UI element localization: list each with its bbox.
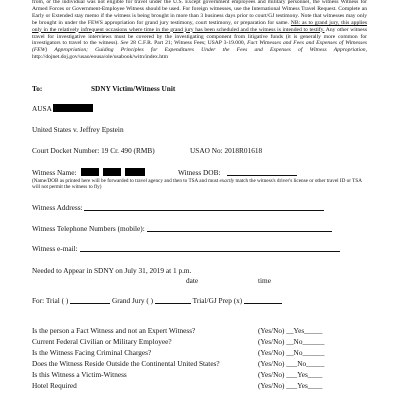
instructions-paragraph — [32, 0, 367, 61]
question-text: Is the person a Fact Witness and not an Expert Witness? — [32, 326, 196, 335]
email-line — [32, 244, 340, 253]
to-label: To: — [32, 84, 43, 93]
ausa-label: AUSA — [32, 104, 52, 113]
prep-blank — [244, 296, 282, 304]
instructions-text-b: Any other witness travel for investigative interviews must be covered by the investigating component from litigative funds (it is generally more common for investigators to travel to the witness). — [32, 26, 367, 47]
question-text: Hotel Required — [32, 381, 77, 390]
note-text-b: match the witness's driver's license or other travel ID or TSA will not permit the witness to fly) — [32, 178, 362, 191]
time-caption: time — [258, 276, 271, 285]
name-dob-note — [32, 178, 362, 191]
date-caption: date — [186, 276, 199, 285]
ausa-line — [32, 104, 93, 113]
note-exactly: exactly — [219, 178, 235, 184]
question-answer: (Yes/No) __Yes_____ — [258, 326, 323, 335]
grand-jury-label: Grand Jury ( ) — [111, 296, 154, 305]
witness-name-label: Witness Name: — [32, 168, 77, 177]
usabook-url: http://dojnet.doj.gov/usao/eousa/ole/usabook/witn/index.htm — [32, 54, 168, 61]
witness-address-label: Witness Address: — [32, 203, 83, 212]
redaction-block — [53, 104, 93, 112]
phone-line — [32, 224, 332, 233]
instructions-text-a: Armed Forces or Government-Employee Witness should be used. For foreign witnesses, use the International Witness Travel Request. Complete an Early or Extended stay memo if the witness is being brought in more than 3 business days prior to court/GJ testimony. Note that witnesses may only be brought in under the FEWS appropriation for grand jury testimony, court testimony, or preparation for same. — [32, 5, 367, 26]
few-appropriation-title: Fact Witnesses and Fees and Expenses of Witnesses (FEW) Appropriation; Guiding Principles for Expenditures Under the Fees and Expenses of Witness Appropriation, — [32, 40, 367, 54]
trial-label: For: Trial ( ) — [32, 296, 69, 305]
question-text: Is the Witness Facing Criminal Charges? — [32, 348, 152, 357]
question-text: Does the Witness Reside Outside the Continental United States? — [32, 359, 220, 368]
dob-blank — [227, 168, 297, 176]
redaction-block — [125, 168, 145, 176]
grand-jury-note: NB: as to grand jury, this applies only in the relatively infrequent occasions where time in the grand jury has been scheduled and the witness is intended to testify. — [32, 19, 368, 33]
question-text: Current Federal Civilian or Military Employee? — [32, 337, 172, 346]
appear-line: Needed to Appear in SDNY on July 31, 2019 at 1 p.m. — [32, 266, 192, 275]
question-answer: (Yes/No) ___Yes____ — [258, 381, 323, 390]
question-text: Is this Witness a Victim-Witness — [32, 370, 127, 379]
witness-phone-label: Witness Telephone Numbers (mobile): — [32, 224, 145, 233]
trial-blank — [70, 296, 110, 304]
question-answer: (Yes/No) __No______ — [258, 348, 325, 357]
address-blank — [84, 203, 324, 211]
court-docket-number: Court Docket Number: 19 Cr. 490 (RMB) — [32, 146, 155, 155]
purpose-line — [32, 296, 282, 305]
address-line — [32, 203, 324, 212]
instructions-line1: from, or the individual was not eligible for travel under the U.S. Except government employees and military personnel, the witness Witness for — [32, 0, 367, 5]
question-answer: (Yes/No) __No______ — [258, 337, 325, 346]
witness-email-label: Witness e-mail: — [32, 244, 78, 253]
docket-line — [32, 146, 263, 155]
phone-blank — [147, 224, 332, 232]
to-value: SDNY Victim/Witness Unit — [91, 84, 176, 93]
grand-jury-blank — [155, 296, 191, 304]
witness-name-line — [32, 168, 221, 177]
instructions-text-c: 28 C.F.R. Part 21; Witness Fees; USAP 3-19.000, — [128, 40, 248, 47]
see-cite: See — [120, 40, 129, 47]
note-text-a: (Name/DOB as printed here will be forwarded to travel agency and then to TSA and must — [32, 178, 220, 184]
trial-gj-prep-label: Trial/GJ Prep (x) — [192, 296, 243, 305]
question-answer: (Yes/No) ___No_____ — [258, 359, 325, 368]
question-answer: (Yes/No) ___Yes____ — [258, 370, 323, 379]
redaction-block — [81, 168, 99, 176]
to-line — [32, 84, 176, 93]
usao-number: USAO No: 2018R01618 — [190, 146, 263, 155]
case-name: United States v. Jeffrey Epstein — [32, 125, 124, 134]
email-blank — [80, 244, 340, 252]
redaction-block — [103, 168, 121, 176]
witness-dob-label: Witness DOB: — [178, 168, 221, 177]
